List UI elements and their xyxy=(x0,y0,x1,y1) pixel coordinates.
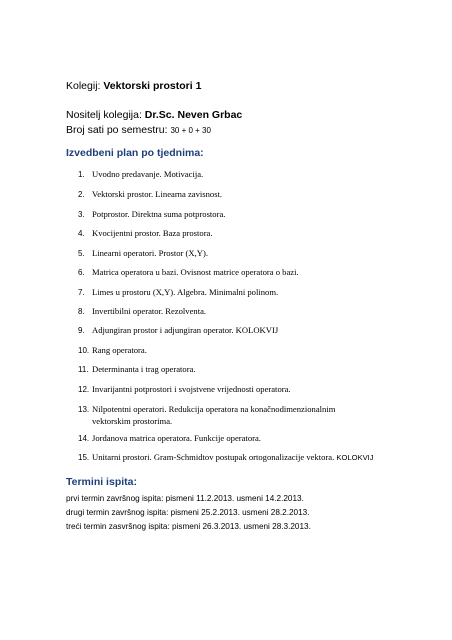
plan-item-text xyxy=(92,306,206,316)
plan-item-label: Invertibilni operator. Rezolventa. xyxy=(92,306,207,316)
plan-item-label: Vektorski prostor. Linearna zavisnost. xyxy=(92,189,223,199)
plan-item-text xyxy=(92,452,374,462)
plan-item-text xyxy=(92,364,196,374)
plan-item-number: 11. xyxy=(78,365,89,374)
course-name: Vektorski prostori 1 xyxy=(103,80,202,92)
exam-line-2: drugi termin završnog ispita: pismeni 25.2.2013. usmeni 28.2.2013. xyxy=(66,508,310,517)
plan-item-number: 3. xyxy=(78,210,85,219)
course-line xyxy=(66,80,201,92)
plan-item-number: 13. xyxy=(78,405,90,414)
plan-item-text xyxy=(92,267,299,277)
plan-item-number: 8. xyxy=(78,307,85,316)
plan-item-number: 4. xyxy=(78,229,85,238)
exams-title: Termini ispita: xyxy=(66,476,137,488)
lecturer-label: Nositelj kolegija: xyxy=(66,109,142,121)
plan-item-number: 12. xyxy=(78,385,90,394)
plan-item-number: 7. xyxy=(78,288,85,297)
plan-item-text xyxy=(92,228,213,238)
hours-line xyxy=(66,124,211,136)
plan-item-label: Jordanova matrica operatora. Funkcije operatora. xyxy=(92,433,261,443)
plan-item-label: Potprostor. Direktna suma potprostora. xyxy=(92,209,226,219)
plan-item-label: Unitarni prostori. Gram-Schmidtov postupak ortogonalizacije vektora. xyxy=(92,452,335,462)
hours-value: 30 + 0 + 30 xyxy=(170,126,211,135)
plan-item-label: Determinanta i trag operatora. xyxy=(92,364,196,374)
plan-item-text xyxy=(92,248,208,258)
plan-item-label: Matrica operatora u bazi. Ovisnost matrice operatora o bazi. xyxy=(92,267,299,277)
plan-item-text xyxy=(92,325,278,335)
hours-label: Broj sati po semestru: xyxy=(66,124,168,136)
plan-item-text xyxy=(92,169,203,179)
plan-item-label: Invarijantni potprostori i svojstvene vrijednosti operatora. xyxy=(92,384,291,394)
course-label: Kolegij: xyxy=(66,80,101,92)
plan-item-number: 2. xyxy=(78,190,85,199)
lecturer-line xyxy=(66,109,242,121)
plan-item-text xyxy=(92,433,261,443)
plan-item-label: Rang operatora. xyxy=(92,345,147,355)
plan-item-continuation: vektorskim prostorima. xyxy=(92,416,173,426)
plan-item-number: 5. xyxy=(78,249,85,258)
plan-item-number: 14. xyxy=(78,434,90,443)
plan-item-text xyxy=(92,209,225,219)
plan-item-label: Adjungiran prostor i adjungiran operator. KOLOKVIJ xyxy=(92,325,279,335)
plan-item-label: Kvocijentni prostor. Baza prostora. xyxy=(92,228,213,238)
exam-line-3: treći termin zasvršnog ispita: pismeni 26.3.2013. usmeni 28.3.2013. xyxy=(66,522,311,531)
plan-item-label: Linearni operatori. Prostor (X,Y). xyxy=(92,248,208,258)
plan-item-number: 10. xyxy=(78,346,90,355)
plan-item-number: 9. xyxy=(78,326,85,335)
plan-item-text xyxy=(92,384,291,394)
plan-title: Izvedbeni plan po tjednima: xyxy=(66,147,204,159)
plan-item-label: Uvodno predavanje. Motivacija. xyxy=(92,169,204,179)
plan-item-text xyxy=(92,287,278,297)
lecturer-name: Dr.Sc. Neven Grbac xyxy=(144,109,243,121)
plan-item-number: 15. xyxy=(78,453,90,462)
plan-item-label: Nilpotentni operatori. Redukcija operatora na konačnodimenzionalnim xyxy=(92,404,336,414)
plan-item-tag: KOLOKVIJ xyxy=(336,453,374,462)
exam-line-1: prvi termin završnog ispita: pismeni 11.2.2013. usmeni 14.2.2013. xyxy=(66,494,304,503)
plan-item-number: 6. xyxy=(78,268,85,277)
plan-item-text xyxy=(92,189,222,199)
plan-item-text xyxy=(92,404,335,414)
plan-item-text xyxy=(92,345,147,355)
plan-item-number: 1. xyxy=(78,170,85,179)
plan-item-label: Limes u prostoru (X,Y). Algebra. Minimalni polinom. xyxy=(92,287,279,297)
